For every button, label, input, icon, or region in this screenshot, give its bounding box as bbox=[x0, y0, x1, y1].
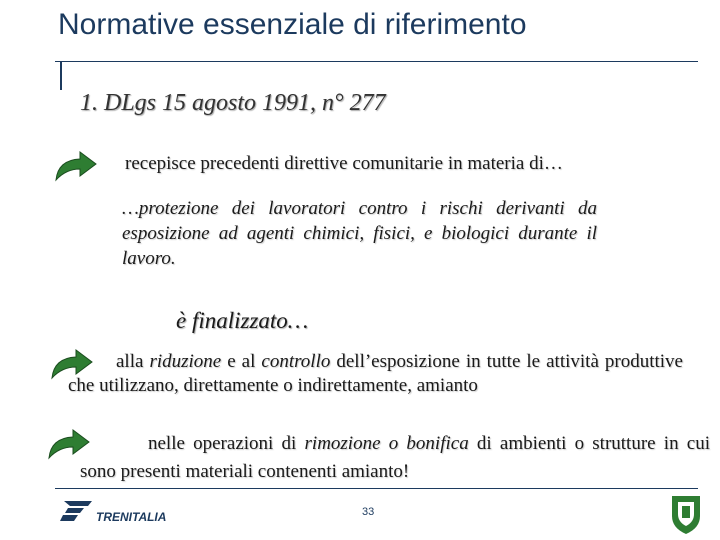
page-number: 33 bbox=[362, 506, 375, 518]
bullet-text-2: alla riduzione e al controllo dell’esposizione in tutte le attività produttive che utilizzano, direttamente o indirettamente, amianto bbox=[68, 351, 683, 396]
crest-icon bbox=[668, 492, 704, 536]
protection-paragraph: …protezione dei lavoratori contro i rischi derivanti da esposizione ad agenti chimici, fisici, e biologici durante il lavoro. bbox=[122, 198, 597, 269]
title-accent-bar bbox=[60, 62, 62, 90]
trenitalia-logo-icon bbox=[58, 497, 96, 525]
law-heading: 1. DLgs 15 agosto 1991, n° 277 bbox=[80, 90, 386, 116]
purpose-heading: è finalizzato… bbox=[176, 308, 309, 333]
bullet-text-3: nelle operazioni di rimozione o bonifica di ambienti o strutture in cui sono presenti materiali contenenti amianto! bbox=[80, 433, 710, 482]
bullet-text-1: recepisce precedenti direttive comunitarie in materia di… bbox=[125, 153, 563, 174]
brand-name: TRENITALIA bbox=[96, 510, 167, 524]
curved-arrow-icon bbox=[52, 150, 98, 184]
slide-title: Normative essenziale di riferimento bbox=[58, 8, 527, 41]
footer-divider bbox=[55, 488, 698, 489]
title-divider bbox=[55, 61, 698, 62]
